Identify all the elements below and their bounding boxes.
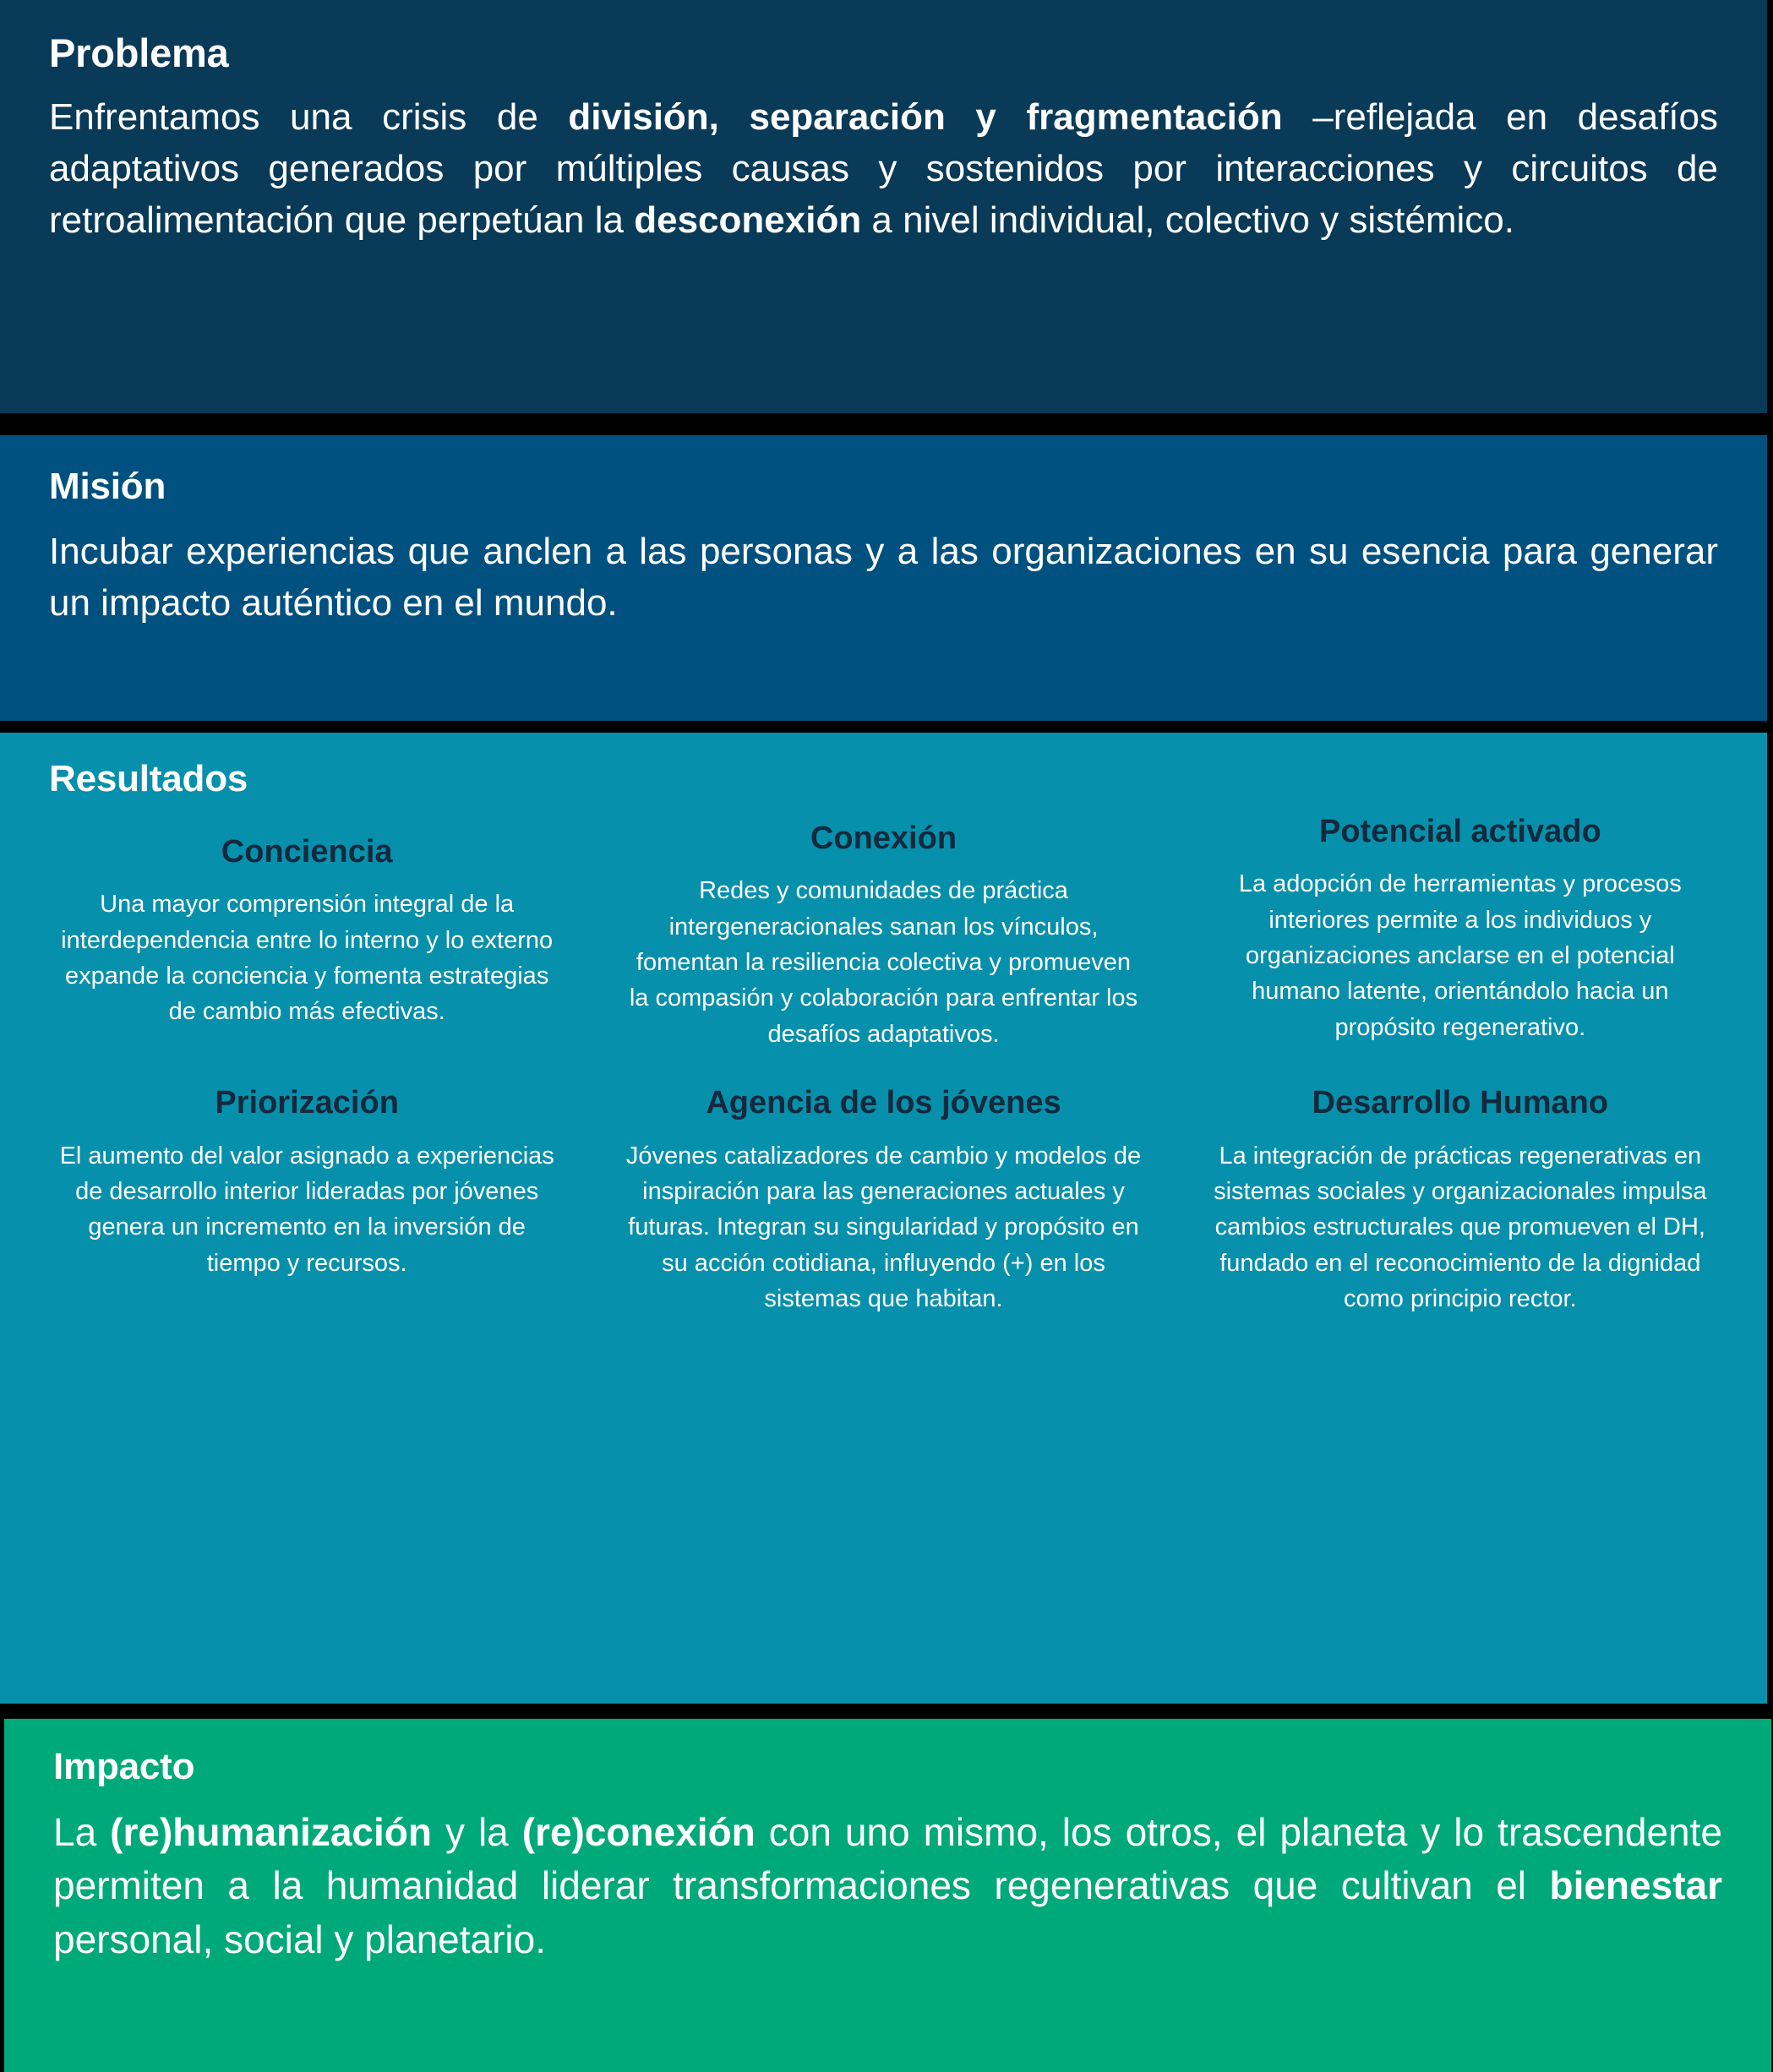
result-card-priorizacion	[19, 1052, 595, 1317]
section-impacto	[4, 1719, 1771, 2072]
result-card-conciencia	[19, 815, 595, 1052]
problema-body-bold-1: división, separación y fragmentación	[568, 96, 1283, 139]
impacto-body	[53, 1806, 1722, 1966]
divider-mision-resultados	[0, 721, 1773, 733]
result-card-potencial-activado	[1172, 815, 1748, 1052]
result-card-body: Redes y comunidades de práctica intergeneracionales sanan los vínculos, fomentan la resiliencia colectiva y promueven la compasión y colaboración para enfrentar los desafíos adaptativos.	[629, 877, 1138, 1048]
problema-title: Problema	[49, 30, 229, 75]
result-card-body: Una mayor comprensión integral de la interdependencia entre lo interno y lo externo expande la conciencia y fomenta estrategias de cambio más efectivas.	[61, 891, 554, 1026]
impacto-body-text-1: La	[53, 1809, 111, 1854]
result-card-title: Agencia de los jóvenes	[706, 1084, 1061, 1121]
result-card-title: Desarrollo Humano	[1312, 1084, 1609, 1121]
result-card-title: Conciencia	[221, 833, 393, 870]
resultados-grid	[0, 815, 1767, 1317]
result-card-conexion	[595, 815, 1171, 1052]
impacto-body-text-4: personal, social y planetario.	[53, 1917, 546, 1961]
section-resultados	[0, 733, 1767, 1704]
section-mision	[0, 435, 1767, 721]
result-card-title: Potencial activado	[1318, 813, 1601, 849]
result-card-title: Priorización	[215, 1084, 399, 1121]
mision-body: Incubar experiencias que anclen a las personas y a las organizaciones en su esencia para generar un impacto auténtico en el mundo.	[49, 531, 1718, 624]
mision-title: Misión	[49, 466, 166, 508]
result-card-body: La integración de prácticas regenerativas en sistemas sociales y organizacionales impulsa cambios estructurales que promueven el DH, fundado en el reconocimiento de la dignidad como principio rector.	[1214, 1142, 1707, 1313]
divider-problema-mision	[0, 413, 1773, 435]
problema-body-bold-2: desconexión	[634, 199, 862, 241]
result-card-body: La adopción de herramientas y procesos interiores permite a los individuos y organizaciones anclarse en el potencial humano latente, orientándolo hacia un propósito regenerativo.	[1238, 870, 1682, 1041]
impacto-body-bold-2: (re)conexión	[521, 1809, 756, 1854]
result-card-body: Jóvenes catalizadores de cambio y modelos de inspiración para las generaciones actuales y futuras. Integran su singularidad y propósito en su acción cotidiana, influyendo (+) en los sistemas que habitan.	[625, 1142, 1142, 1313]
impacto-body-text-3: con uno mismo, los otros, el planeta y lo trascendente permiten a la humanidad liderar transformaciones regenerativas que cultivan el	[53, 1809, 1722, 1908]
problema-body-text-3: a nivel individual, colectivo y sistémico.	[861, 199, 1514, 241]
problema-body	[49, 92, 1718, 246]
result-card-title: Conexión	[810, 820, 957, 856]
section-problema	[0, 0, 1767, 413]
problema-body-text-1: Enfrentamos una crisis de	[49, 96, 569, 139]
impacto-body-bold-3: bienestar	[1549, 1863, 1722, 1908]
impacto-body-bold-1: (re)humanización	[110, 1809, 432, 1854]
result-card-agencia-de-los-jovenes	[595, 1052, 1171, 1317]
impacto-body-text-2: y la	[431, 1809, 522, 1854]
resultados-title: Resultados	[49, 758, 248, 800]
result-card-desarrollo-humano	[1172, 1052, 1748, 1317]
problema-body-text-2: –reflejada en desafíos adaptativos generados por múltiples causas y sostenidos por interacciones y circuitos de retroalimentación que perpetúan la	[49, 96, 1718, 241]
result-card-body: El aumento del valor asignado a experiencias de desarrollo interior lideradas por jóvenes genera un incremento en la inversión de tiempo y recursos.	[59, 1142, 554, 1277]
divider-resultados-impacto	[0, 1704, 1773, 1719]
impacto-title: Impacto	[53, 1746, 195, 1788]
